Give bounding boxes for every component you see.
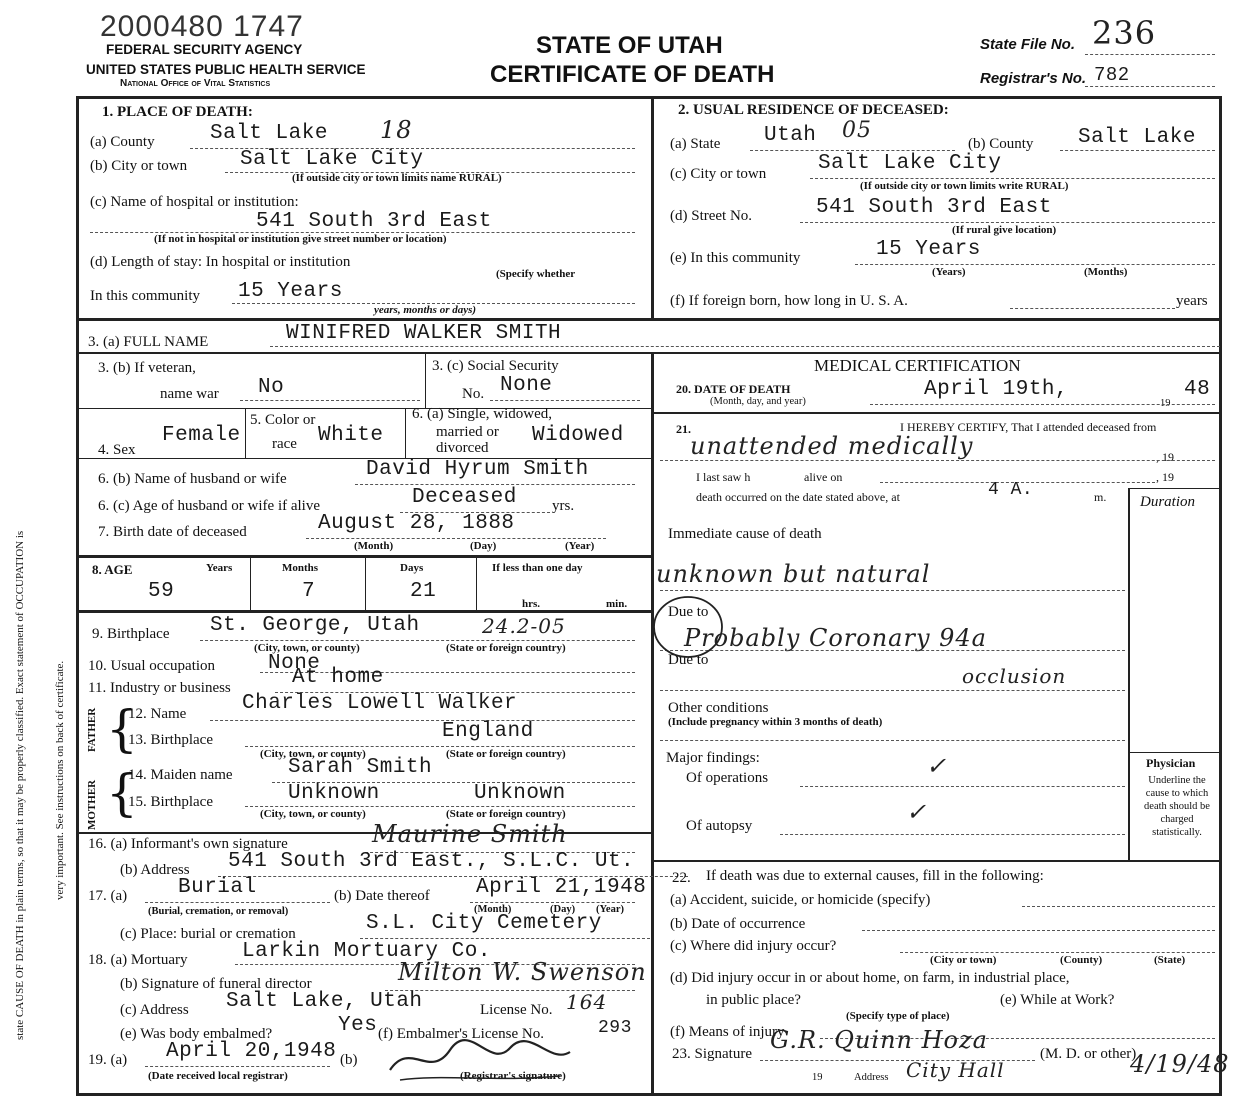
dod-label: 20. DATE OF DEATH (676, 382, 791, 396)
years-note: (Years) (932, 266, 966, 278)
external-b-line (862, 930, 1215, 931)
date-thereof-label: (b) Date thereof (334, 888, 430, 904)
operations-check: ✓ (926, 752, 948, 780)
state-value: Utah (764, 124, 817, 147)
external-d2: in public place? (706, 992, 801, 1008)
due-to-1-line (660, 650, 1125, 651)
residence-community-line (855, 264, 1215, 265)
residence-city-value: Salt Lake City (818, 152, 1002, 175)
external-c-state: (State) (1154, 954, 1186, 966)
frame-top (76, 96, 1222, 99)
disposition-value: Burial (178, 876, 257, 899)
mother-name-label: 14. Maiden name (128, 767, 233, 783)
received-note: (Date received local registrar) (148, 1070, 288, 1082)
color-value: White (318, 424, 384, 447)
age-col2 (365, 555, 366, 611)
street-label: (d) Street No. (670, 208, 753, 224)
father-name-value: Charles Lowell Walker (242, 692, 518, 715)
agency-line2: UNITED STATES PUBLIC HEALTH SERVICE (86, 62, 366, 77)
ssn-line (490, 400, 640, 401)
address-value: 541 South 3rd East., S.L.C. Ut. (228, 850, 635, 873)
stay-note: (Specify whether (496, 268, 576, 280)
age-months-value: 7 (302, 580, 316, 603)
mother-birthplace-city: Unknown (288, 782, 380, 805)
residence-city-note: (If outside city or town limits write RURAL) (860, 180, 1069, 192)
alive-on-label: alive on (804, 470, 843, 484)
external-d-note: (Specify type of place) (846, 1010, 950, 1022)
row-dod (654, 412, 1222, 414)
birthdate-value: August 28, 1888 (318, 512, 515, 535)
dt-month-note: (Month) (474, 904, 512, 915)
last-saw-label: I last saw h (696, 470, 751, 484)
foreign-line (1010, 308, 1175, 309)
street-value: 541 South 3rd East (816, 196, 1052, 219)
title-certificate: CERTIFICATE OF DEATH (490, 61, 775, 88)
external-label: If death was due to external causes, fill in the following: (706, 868, 1044, 884)
embalmed-label: (e) Was body embalmed? (120, 1026, 273, 1042)
residence-community-label: (e) In this community (670, 250, 801, 266)
dod-year: 48 (1184, 378, 1211, 401)
full-name-line (270, 346, 1220, 347)
age-days-label: Days (400, 562, 424, 574)
community-note: years, months or days) (374, 304, 477, 316)
veteran-label: 3. (b) If veteran, (98, 360, 196, 376)
external-c-line (900, 952, 1215, 953)
ssn-label: 3. (c) Social Security (432, 358, 559, 374)
marital-label1: 6. (a) Single, widowed, (412, 406, 552, 422)
major-findings-label: Major findings: (666, 750, 760, 766)
side-instructions-line1: state CAUSE OF DEATH in plain terms, so that it may be properly classified. Exact statement of OCCUPATION is (14, 530, 26, 1040)
mother-birthplace-state: Unknown (474, 782, 566, 805)
age-days-value: 21 (410, 580, 437, 603)
state-code: 05 (842, 118, 872, 143)
age-years-label: Years (206, 562, 233, 574)
age-less-label: If less than one day (492, 562, 583, 574)
birthplace-code: 24.2-05 (482, 614, 566, 638)
other-line (660, 740, 1125, 741)
age-years-value: 59 (148, 580, 175, 603)
father-brace: { (106, 700, 138, 758)
certify-nineteen1: , 19 (1156, 450, 1174, 464)
sex-col2 (405, 408, 406, 458)
immediate-cause-label: Immediate cause of death (668, 526, 822, 542)
birth-year-note: (Year) (565, 540, 595, 552)
hospital-note: (If not in hospital or institution give street number or location) (154, 233, 447, 245)
external-e: (e) While at Work? (1000, 992, 1115, 1008)
marital-value: Widowed (532, 424, 624, 447)
external-f: (f) Means of injury (670, 1024, 785, 1040)
state-line (750, 150, 955, 151)
physician-row (1128, 752, 1222, 753)
residence-county-label: (b) County (968, 136, 1034, 152)
age-col3 (476, 555, 477, 611)
other-conditions-note: (Include pregnancy within 3 months of death) (668, 716, 883, 728)
certify-value: unattended medically (690, 432, 974, 460)
mortuary-label: 18. (a) Mortuary (88, 952, 188, 968)
disposition-line (145, 902, 330, 903)
stay-label: (d) Length of stay: In hospital or institution (90, 254, 351, 270)
disposition-label: 17. (a) (88, 888, 128, 904)
medical-heading: MEDICAL CERTIFICATION (814, 356, 1021, 375)
row-divider-medical (654, 352, 1222, 354)
father-bp-note2: (State or foreign country) (446, 748, 566, 760)
date-thereof-value: April 21,1948 (476, 876, 647, 899)
hospital-label: (c) Name of hospital or institution: (90, 194, 299, 210)
of-operations-label: Of operations (686, 770, 769, 786)
row-divider-name (76, 318, 1222, 321)
hospital-value: 541 South 3rd East (256, 210, 492, 233)
father-name-label: 12. Name (128, 706, 187, 722)
embalmer-label: (f) Embalmer's License No. (378, 1026, 544, 1042)
sex-col1 (245, 408, 246, 458)
age-label: 8. AGE (92, 562, 133, 577)
license-label: License No. (480, 1002, 553, 1018)
ssn-no-label: No. (462, 386, 485, 402)
dod-line (870, 404, 1215, 405)
registrar-label: Registrar's No. (980, 70, 1087, 87)
received-line (145, 1066, 330, 1067)
other-conditions-label: Other conditions (668, 700, 769, 716)
agency-line1: FEDERAL SECURITY AGENCY (106, 42, 303, 57)
of-autopsy-label: Of autopsy (686, 818, 753, 834)
father-birthplace-line (245, 746, 635, 747)
industry-label: 11. Industry or business (88, 680, 231, 696)
marital-label3: divorced (436, 440, 489, 456)
residence-county-value: Salt Lake (1078, 126, 1196, 149)
signature-label: 23. Signature (672, 1046, 752, 1062)
mother-birthplace-line (245, 806, 635, 807)
spouse-age-value: Deceased (412, 486, 517, 509)
birth-day-note: (Day) (470, 540, 497, 552)
registrar-value: 782 (1094, 64, 1130, 86)
dod-note: (Month, day, and year) (710, 396, 806, 407)
due-to-1-value: Probably Coronary 94a (684, 624, 987, 652)
row-external (654, 860, 1222, 862)
signature-date: 4/19/48 (1130, 1050, 1230, 1078)
birthdate-label: 7. Birth date of deceased (98, 524, 247, 540)
street-line (800, 222, 1215, 223)
signature-address-label: Address (854, 1072, 889, 1083)
veteran-value: No (258, 376, 285, 399)
registrar-signature (380, 1030, 580, 1090)
received-value: April 20,1948 (166, 1040, 337, 1063)
spouse-line (355, 484, 635, 485)
duration-label: Duration (1140, 494, 1196, 510)
birthplace-note2: (State or foreign country) (446, 642, 566, 654)
vet-row (76, 408, 654, 409)
certify-text: I HEREBY CERTIFY, That I attended deceased from (900, 420, 1157, 434)
occurred-label: death occurred on the date stated above, at (696, 490, 900, 504)
father-tag: FATHER (86, 707, 98, 752)
external-a: (a) Accident, suicide, or homicide (specify) (670, 892, 931, 908)
external-c-city: (City or town) (930, 954, 997, 966)
received-b-label: (b) (340, 1052, 358, 1068)
certify-line (660, 460, 1215, 461)
due-to-circle (648, 592, 728, 662)
row-divider-name2 (76, 352, 654, 354)
embalmer-value: 293 (598, 1018, 632, 1038)
dt-year-note: (Year) (596, 904, 624, 915)
sex-value: Female (162, 424, 241, 447)
color-label: 5. Color or (250, 412, 316, 428)
vet-col (425, 354, 426, 408)
center-divider-bottom (651, 352, 654, 1093)
frame-left (76, 96, 79, 1096)
industry-value: At home (292, 666, 384, 689)
received-label: 19. (a) (88, 1052, 128, 1068)
full-name-label: 3. (a) FULL NAME (88, 334, 209, 350)
residence-heading: 2. USUAL RESIDENCE OF DECEASED: (678, 102, 949, 118)
mother-tag: MOTHER (86, 779, 98, 830)
community-label: In this community (90, 288, 200, 304)
city-value: Salt Lake City (240, 148, 424, 171)
city-label: (b) City or town (90, 158, 188, 174)
immediate-cause-value: unknown but natural (656, 560, 931, 588)
race-label: race (272, 436, 297, 452)
place-label: (c) Place: burial or cremation (120, 926, 296, 942)
birthdate-line (306, 538, 606, 539)
embalmed-value: Yes (338, 1014, 378, 1037)
father-name-line (210, 720, 635, 721)
license-value: 164 (566, 990, 608, 1014)
birth-month-note: (Month) (354, 540, 394, 552)
county-value: Salt Lake (210, 122, 328, 145)
external-a-line (1022, 906, 1215, 907)
autopsy-line (780, 834, 1125, 835)
spouse-value: David Hyrum Smith (366, 458, 589, 481)
age-min-label: min. (606, 598, 628, 610)
external-c-county: (County) (1060, 954, 1103, 966)
side-instructions-line2: very important. See instructions on back of certificate. (54, 660, 66, 900)
signature-nineteen: 19 (812, 1072, 823, 1083)
mother-birthplace-label: 15. Birthplace (128, 794, 213, 810)
due-to-2-label: Due to (668, 652, 709, 668)
mother-bp-note1: (City, town, or county) (260, 808, 366, 820)
spouse-label: 6. (b) Name of husband or wife (98, 471, 287, 487)
foreign-label: (f) If foreign born, how long in U. S. A. (670, 293, 908, 309)
due-to-2-line (660, 690, 1125, 691)
registrar-sig-note: (Registrar's signature) (460, 1070, 566, 1082)
fd-address-label: (c) Address (120, 1002, 189, 1018)
state-file-value: 236 (1092, 14, 1157, 52)
autopsy-check: ✓ (906, 798, 928, 826)
marital-label2: married or (436, 424, 499, 440)
md-label: (M. D. or other) (1040, 1046, 1137, 1062)
spouse-age-label: 6. (c) Age of husband or wife if alive (98, 498, 321, 514)
occurred-value: 4 A. (988, 480, 1034, 500)
registrar-line (1085, 86, 1215, 87)
father-birthplace-value: England (442, 720, 534, 743)
community-value: 15 Years (238, 280, 343, 303)
street-note: (If rural give location) (952, 224, 1057, 236)
county-label: (a) County (90, 134, 155, 150)
foreign-unit: years (1176, 293, 1208, 309)
informant-signature: Maurine Smith (372, 820, 568, 848)
immediate-line (660, 590, 1125, 591)
due-to-1-label: Due to (668, 604, 709, 620)
disposition-note: (Burial, cremation, or removal) (148, 906, 289, 917)
father-bp-note1: (City, town, or county) (260, 748, 366, 760)
physician-title: Physician (1146, 756, 1196, 770)
birthplace-note1: (City, town, or county) (254, 642, 360, 654)
duration-row (1128, 488, 1222, 489)
birthplace-value: St. George, Utah (210, 614, 420, 637)
place-value: S.L. City Cemetery (366, 912, 602, 935)
mortuary-value: Larkin Mortuary Co. (242, 940, 491, 963)
months-note: (Months) (1084, 266, 1128, 278)
due-to-2-value: occlusion (962, 664, 1067, 688)
residence-community-value: 15 Years (876, 238, 981, 261)
frame-bottom (76, 1093, 1222, 1096)
external-num: 22. (672, 870, 691, 886)
residence-county-line (1060, 150, 1215, 151)
certificate-number: 2000480 1747 (100, 10, 304, 43)
state-file-line (1085, 54, 1215, 55)
state-label: (a) State (670, 136, 721, 152)
birthplace-label: 9. Birthplace (92, 626, 170, 642)
operations-line (800, 786, 1125, 787)
fd-address-value: Salt Lake, Utah (226, 990, 423, 1013)
city-note: (If outside city or town limits name RURAL) (292, 172, 502, 184)
external-d1: (d) Did injury occur in or about home, on farm, in industrial place, (670, 970, 1070, 986)
certify-num: 21. (676, 422, 691, 436)
age-months-label: Months (282, 562, 319, 574)
place-line (360, 938, 650, 939)
residence-city-line (810, 178, 1215, 179)
place-of-death-heading: 1. PLACE OF DEATH: (102, 104, 253, 120)
agency-line3: National Office of Vital Statistics (120, 78, 271, 89)
signature-city: City Hall (906, 1058, 1005, 1082)
state-file-label: State File No. (980, 36, 1076, 53)
veteran-war-label: name war (160, 386, 219, 402)
frame-right (1219, 96, 1222, 1096)
address-label: (b) Address (120, 862, 190, 878)
occupation-value: None (268, 652, 321, 675)
spouse-age-unit: yrs. (552, 498, 575, 514)
director-signature: Milton W. Swenson (398, 958, 647, 986)
mother-brace: { (106, 764, 138, 822)
age-hrs-label: hrs. (522, 598, 541, 610)
date-thereof-line (470, 902, 635, 903)
external-b: (b) Date of occurrence (670, 916, 806, 932)
physician-note: Underline the cause to which death should be charged statistically. (1144, 775, 1210, 838)
full-name-value: WINIFRED WALKER SMITH (286, 322, 562, 345)
dod-value: April 19th, (924, 378, 1069, 401)
sex-label: 4. Sex (98, 442, 136, 458)
external-c: (c) Where did injury occur? (670, 938, 837, 954)
title-state: STATE OF UTAH (536, 32, 723, 59)
ssn-value: None (500, 374, 553, 397)
father-birthplace-label: 13. Birthplace (128, 732, 213, 748)
certify-nineteen2: , 19 (1156, 470, 1174, 484)
mother-bp-note2: (State or foreign country) (446, 808, 566, 820)
informant-label: 16. (a) Informant's own signature (88, 836, 288, 852)
physician-signature: G.R. Quinn Hoza (770, 1026, 988, 1054)
veteran-line (240, 400, 420, 401)
center-divider-top (651, 96, 654, 318)
age-col1 (250, 555, 251, 611)
birthplace-line (200, 640, 635, 641)
occupation-label: 10. Usual occupation (88, 658, 216, 674)
dod-year-prefix: 19 (1160, 398, 1171, 409)
director-label: (b) Signature of funeral director (120, 976, 312, 992)
residence-city-label: (c) City or town (670, 166, 767, 182)
duration-col (1128, 488, 1130, 860)
county-code: 18 (380, 116, 413, 144)
mother-name-value: Sarah Smith (288, 756, 433, 779)
occurred-m: m. (1094, 490, 1107, 504)
dt-day-note: (Day) (550, 904, 576, 915)
